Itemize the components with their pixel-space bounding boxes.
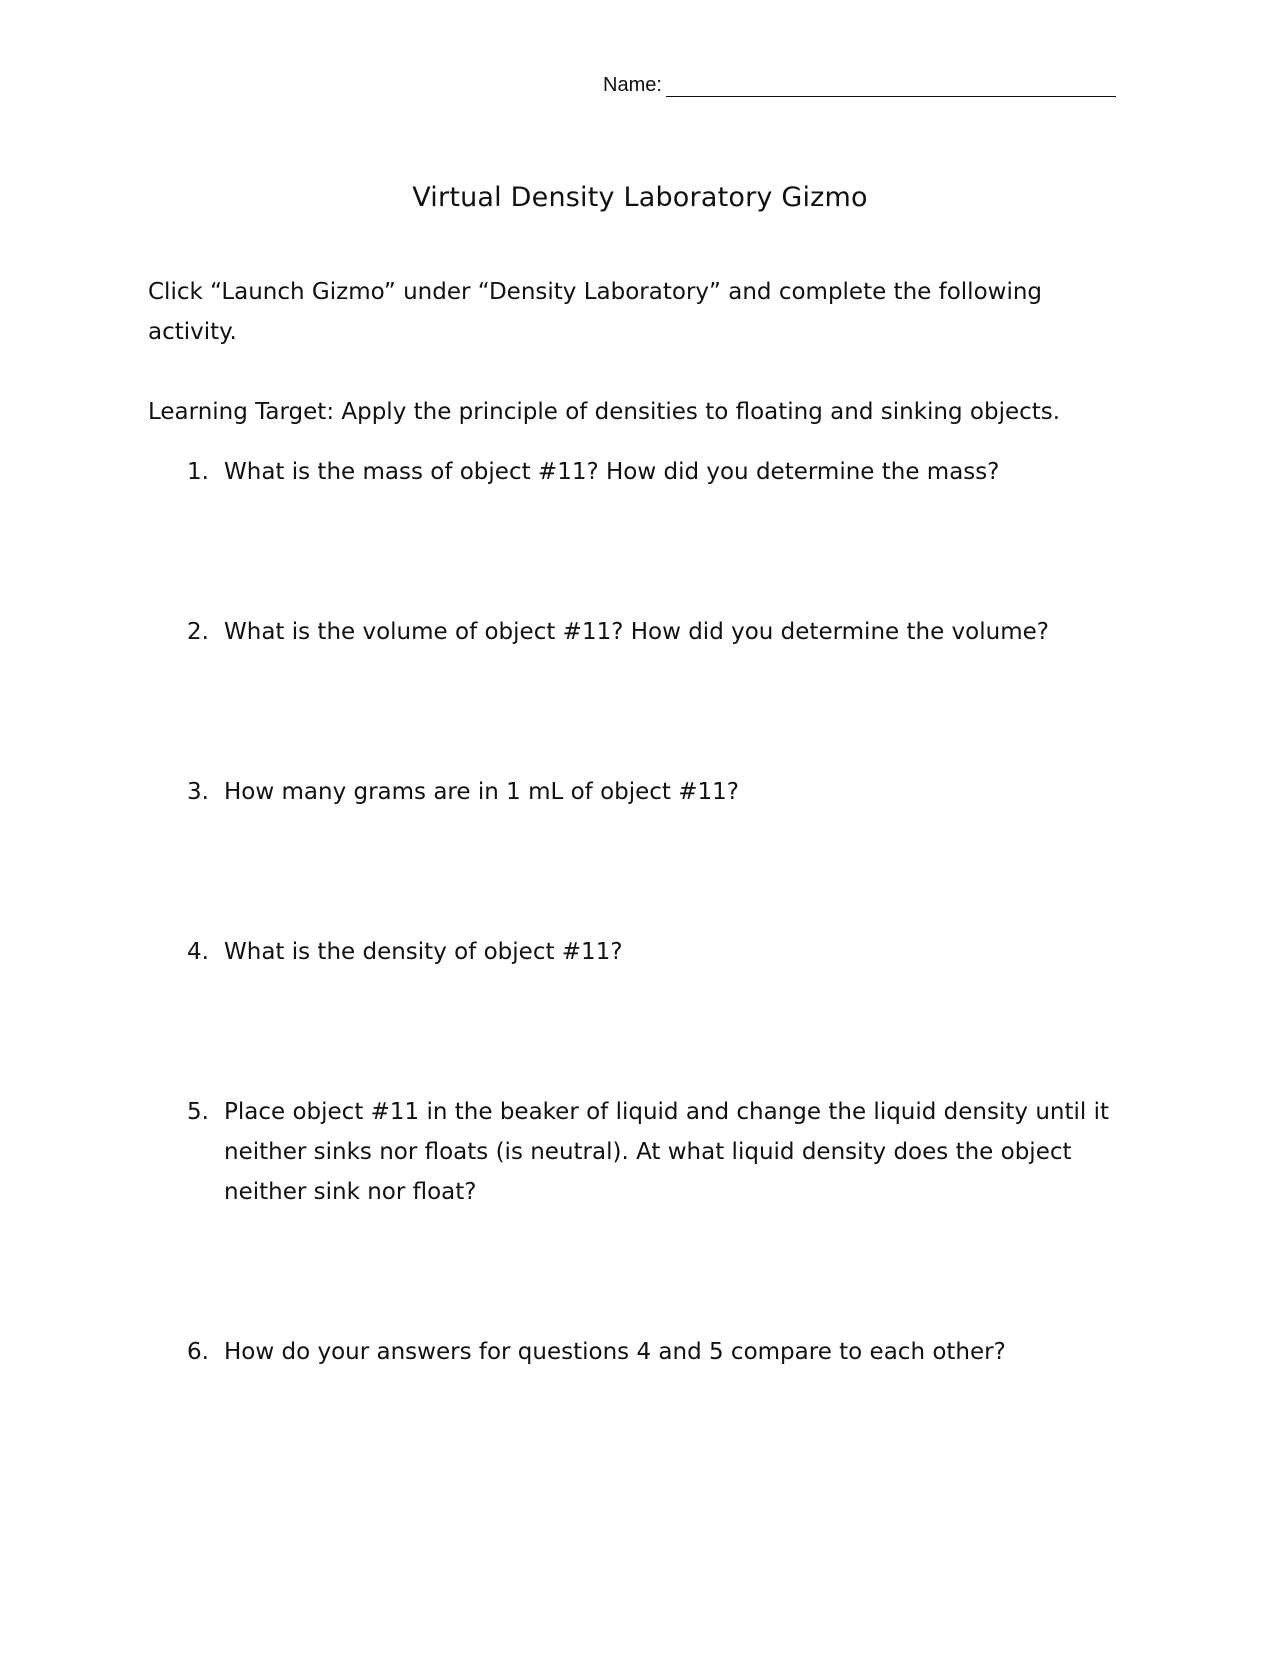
name-blank-line[interactable]: [666, 76, 1116, 97]
question-number: 3.: [187, 779, 209, 805]
question-4: [187, 932, 1127, 972]
question-number: 4.: [187, 939, 209, 965]
page-title: Virtual Density Laboratory Gizmo: [412, 182, 868, 213]
name-field-row: [603, 74, 1116, 97]
question-text: What is the density of object #11?: [224, 939, 623, 965]
question-number: 2.: [187, 619, 209, 645]
learning-target: Learning Target: Apply the principle of densities to floating and sinking objects.: [148, 399, 1061, 425]
question-3: [187, 772, 1127, 812]
question-6: [187, 1332, 1127, 1372]
question-text: How do your answers for questions 4 and 5 compare to each other?: [224, 1339, 1006, 1365]
question-text: What is the mass of object #11? How did you determine the mass?: [224, 459, 1000, 485]
question-text: What is the volume of object #11? How did you determine the volume?: [224, 619, 1049, 645]
question-number: 1.: [187, 459, 209, 485]
question-number: 5.: [187, 1099, 209, 1125]
question-1: [187, 452, 1127, 492]
question-2: [187, 612, 1127, 652]
question-text: How many grams are in 1 mL of object #11?: [224, 779, 740, 805]
question-text: Place object #11 in the beaker of liquid and change the liquid density until it neither sinks nor floats (is neutral). At what liquid density does the object neither sink nor float?: [224, 1099, 1109, 1205]
question-5: [187, 1092, 1127, 1212]
instructions: Click “Launch Gizmo” under “Density Laboratory” and complete the following activity.: [148, 279, 1043, 345]
question-number: 6.: [187, 1339, 209, 1365]
name-label: Name:: [603, 74, 662, 96]
